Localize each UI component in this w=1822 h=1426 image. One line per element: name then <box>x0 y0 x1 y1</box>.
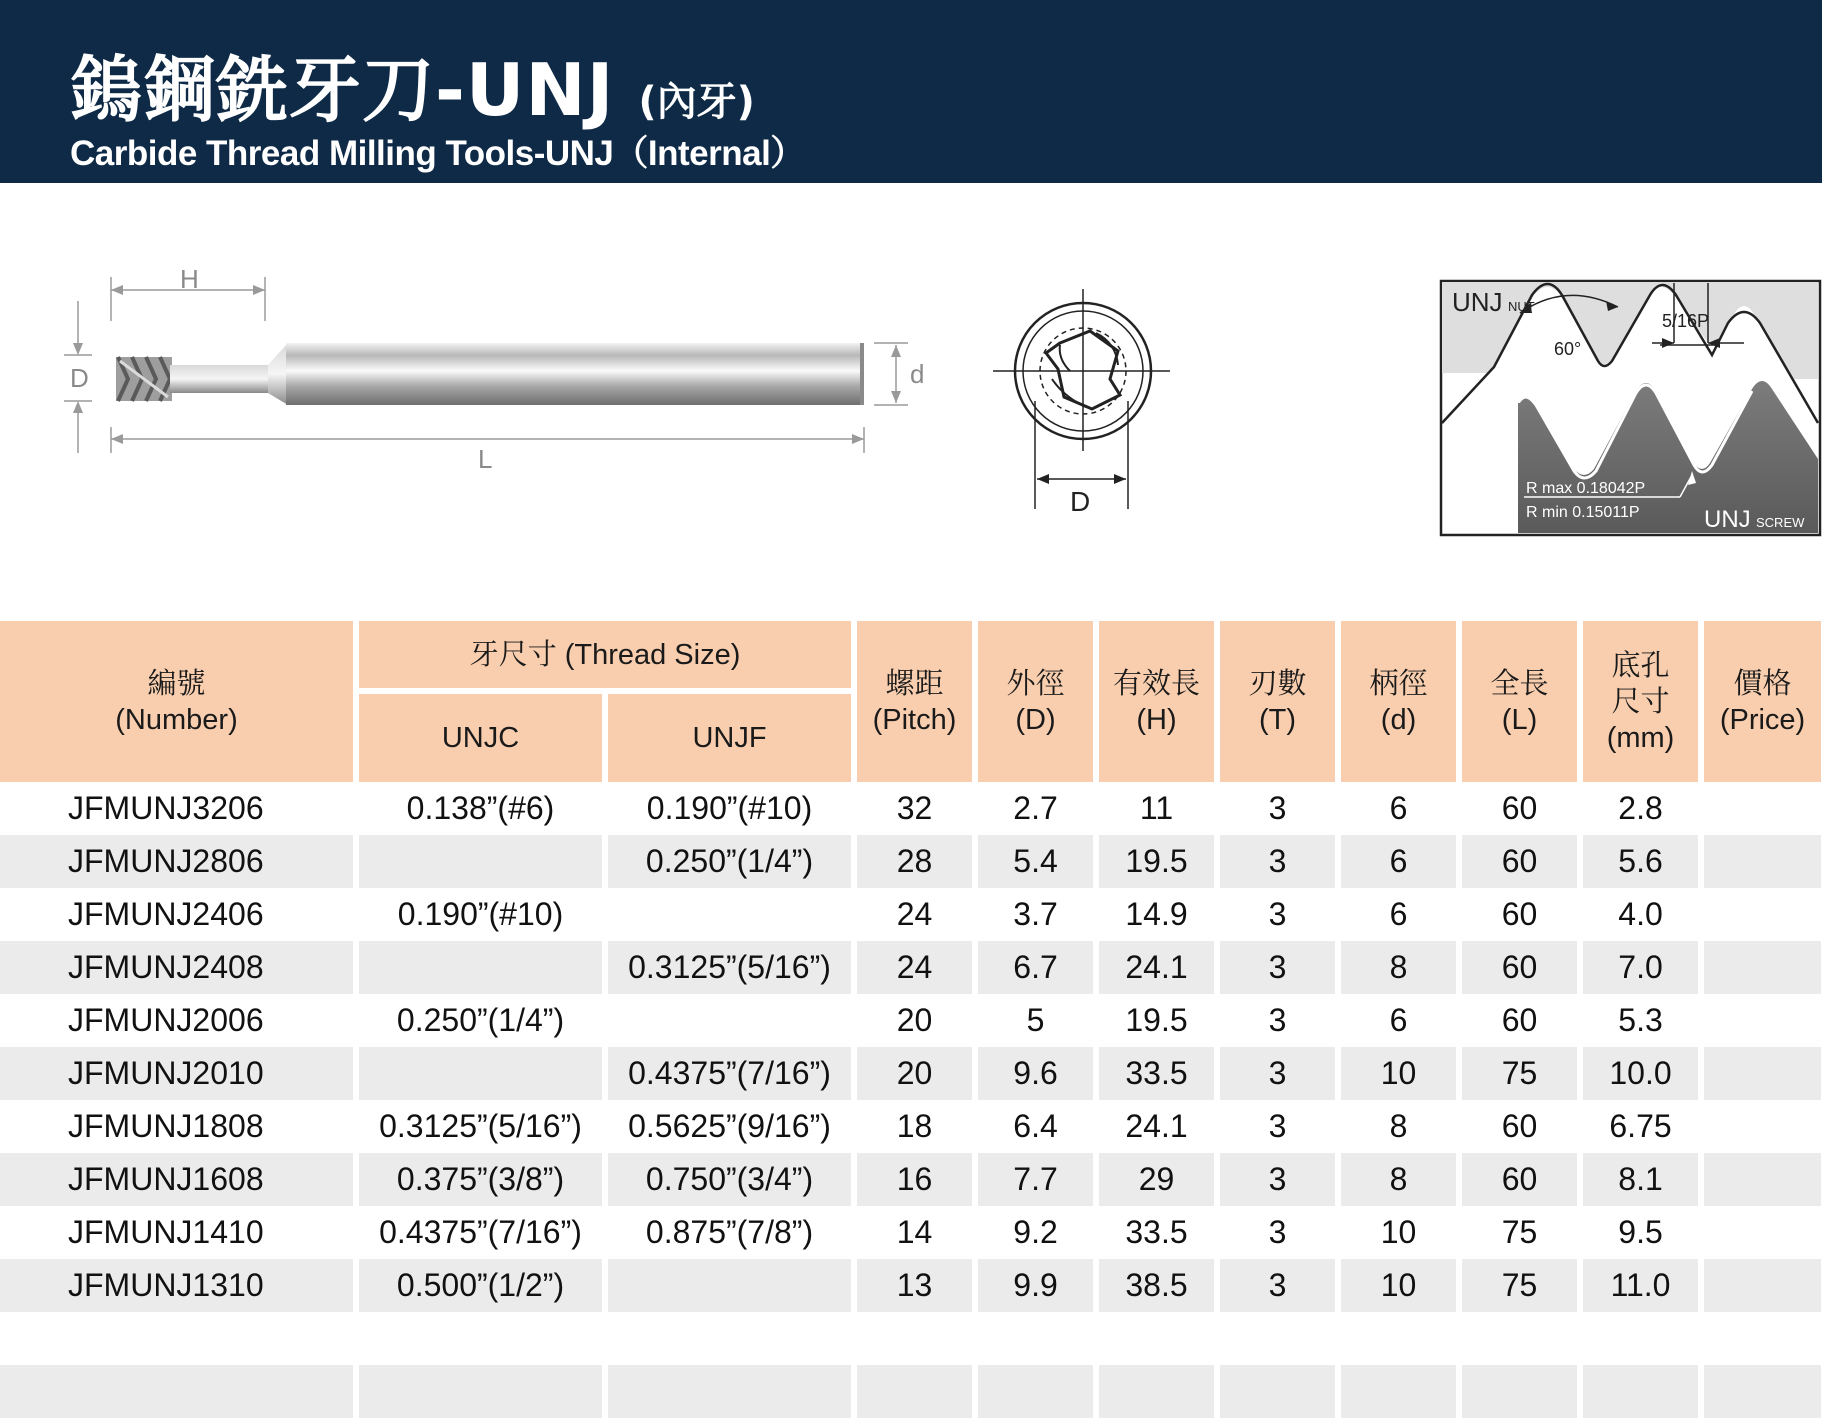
unj-thread-profile <box>1441 281 1820 535</box>
r-max-label: R max 0.18042P <box>1526 480 1646 497</box>
cell-unjc: 0.3125”(5/16”) <box>359 1100 602 1153</box>
nut-label: UNJ <box>1452 287 1503 317</box>
cell-price <box>1704 1259 1821 1312</box>
page-title <box>70 32 755 132</box>
cutting-head <box>116 357 172 401</box>
screw-sub-label: SCREW <box>1756 515 1805 530</box>
cell-outer-diameter <box>978 1312 1093 1365</box>
spec-table <box>0 621 1822 1418</box>
cell-price <box>1704 1153 1821 1206</box>
cell-unjf <box>608 994 851 1047</box>
cell-pitch: 13 <box>857 1259 972 1312</box>
cell-effective-length: 14.9 <box>1099 888 1214 941</box>
header-unjc: UNJC <box>359 694 602 782</box>
cell-unjc: 0.4375”(7/16”) <box>359 1206 602 1259</box>
cell-price <box>1704 1100 1821 1153</box>
cell-effective-length: 29 <box>1099 1153 1214 1206</box>
cell-unjc <box>359 1312 602 1365</box>
cell-effective-length: 24.1 <box>1099 1100 1214 1153</box>
header-flutes: 刃數 (T) <box>1220 621 1335 782</box>
cell-outer-diameter: 9.9 <box>978 1259 1093 1312</box>
cell-number: JFMUNJ1410 <box>0 1206 353 1259</box>
cell-outer-diameter: 3.7 <box>978 888 1093 941</box>
cell-flutes: 3 <box>1220 782 1335 835</box>
cell-price <box>1704 782 1821 835</box>
cell-flutes <box>1220 1365 1335 1418</box>
cell-unjf <box>608 888 851 941</box>
cell-overall-length: 75 <box>1462 1047 1577 1100</box>
cell-overall-length: 75 <box>1462 1259 1577 1312</box>
cell-price <box>1704 994 1821 1047</box>
table-row <box>0 1100 1821 1153</box>
table-header-row-top <box>0 621 1821 694</box>
cell-unjc <box>359 941 602 994</box>
title-english: Carbide Thread Milling Tools-UNJ（Internal） <box>70 134 805 173</box>
cell-flutes: 3 <box>1220 1259 1335 1312</box>
header-shank-diameter: 柄徑 (d) <box>1341 621 1456 782</box>
cell-unjc <box>359 1047 602 1100</box>
cell-unjf: 0.875”(7/8”) <box>608 1206 851 1259</box>
angle-label: 60° <box>1554 339 1582 359</box>
cell-price <box>1704 1047 1821 1100</box>
cell-shank-diameter <box>1341 1312 1456 1365</box>
header-price: 價格 (Price) <box>1704 621 1821 782</box>
header-effective-length: 有效長 (H) <box>1099 621 1214 782</box>
cell-shank-diameter: 10 <box>1341 1259 1456 1312</box>
cell-overall-length <box>1462 1365 1577 1418</box>
table-row <box>0 835 1821 888</box>
cell-number: JFMUNJ2406 <box>0 888 353 941</box>
cell-number: JFMUNJ3206 <box>0 782 353 835</box>
cell-unjf <box>608 1259 851 1312</box>
cell-unjf: 0.190”(#10) <box>608 782 851 835</box>
table-row <box>0 941 1821 994</box>
cell-shank-diameter: 8 <box>1341 1153 1456 1206</box>
cell-unjf: 0.750”(3/4”) <box>608 1153 851 1206</box>
cell-unjf: 0.250”(1/4”) <box>608 835 851 888</box>
cell-pilot-hole: 7.0 <box>1583 941 1698 994</box>
cell-overall-length: 60 <box>1462 1153 1577 1206</box>
cell-pilot-hole: 5.3 <box>1583 994 1698 1047</box>
cell-flutes <box>1220 1312 1335 1365</box>
cell-effective-length: 11 <box>1099 782 1214 835</box>
cell-pilot-hole: 4.0 <box>1583 888 1698 941</box>
cell-pitch: 20 <box>857 1047 972 1100</box>
cell-effective-length: 19.5 <box>1099 994 1214 1047</box>
cell-outer-diameter: 9.2 <box>978 1206 1093 1259</box>
cell-pilot-hole: 6.75 <box>1583 1100 1698 1153</box>
cell-number: JFMUNJ2408 <box>0 941 353 994</box>
cell-price <box>1704 888 1821 941</box>
cell-unjc <box>359 1365 602 1418</box>
cell-flutes: 3 <box>1220 1100 1335 1153</box>
title-chinese-suffix: (內牙) <box>638 79 755 125</box>
cell-effective-length: 33.5 <box>1099 1206 1214 1259</box>
cell-shank-diameter: 8 <box>1341 941 1456 994</box>
table-row <box>0 994 1821 1047</box>
cell-unjc: 0.138”(#6) <box>359 782 602 835</box>
header-unjf: UNJF <box>608 694 851 782</box>
cell-pilot-hole: 10.0 <box>1583 1047 1698 1100</box>
cell-effective-length: 19.5 <box>1099 835 1214 888</box>
cell-pitch: 32 <box>857 782 972 835</box>
cell-unjc: 0.190”(#10) <box>359 888 602 941</box>
cell-pilot-hole: 8.1 <box>1583 1153 1698 1206</box>
cell-outer-diameter: 9.6 <box>978 1047 1093 1100</box>
cell-price <box>1704 1206 1821 1259</box>
cell-flutes: 3 <box>1220 835 1335 888</box>
cell-number: JFMUNJ2010 <box>0 1047 353 1100</box>
cell-outer-diameter: 5.4 <box>978 835 1093 888</box>
cell-overall-length: 60 <box>1462 994 1577 1047</box>
cell-shank-diameter: 6 <box>1341 888 1456 941</box>
cell-outer-diameter: 6.7 <box>978 941 1093 994</box>
cell-pitch: 24 <box>857 941 972 994</box>
nut-sub-label: NUT <box>1508 299 1535 314</box>
header-number: 編號 (Number) <box>0 621 353 782</box>
cell-number: JFMUNJ1808 <box>0 1100 353 1153</box>
cell-price <box>1704 835 1821 888</box>
cell-overall-length <box>1462 1312 1577 1365</box>
header-overall-length: 全長 (L) <box>1462 621 1577 782</box>
table-row <box>0 1259 1821 1312</box>
cell-pitch: 28 <box>857 835 972 888</box>
tool-diagrams <box>0 183 1822 623</box>
tool-side-view <box>64 264 924 474</box>
cell-effective-length: 33.5 <box>1099 1047 1214 1100</box>
cell-price <box>1704 1365 1821 1418</box>
header-banner <box>0 0 1822 183</box>
cell-overall-length: 60 <box>1462 1100 1577 1153</box>
table-row <box>0 1312 1821 1365</box>
cell-pitch: 16 <box>857 1153 972 1206</box>
header-pitch: 螺距 (Pitch) <box>857 621 972 782</box>
cell-shank-diameter: 6 <box>1341 994 1456 1047</box>
cell-outer-diameter: 2.7 <box>978 782 1093 835</box>
cell-overall-length: 75 <box>1462 1206 1577 1259</box>
table-row <box>0 1206 1821 1259</box>
header-pilot-hole: 底孔 尺寸 (mm) <box>1583 621 1698 782</box>
table-row <box>0 1047 1821 1100</box>
cell-shank-diameter: 8 <box>1341 1100 1456 1153</box>
cell-flutes: 3 <box>1220 1047 1335 1100</box>
cell-shank-diameter: 10 <box>1341 1206 1456 1259</box>
cell-unjf: 0.5625”(9/16”) <box>608 1100 851 1153</box>
cell-pilot-hole: 5.6 <box>1583 835 1698 888</box>
screw-label: UNJ <box>1704 506 1751 533</box>
label-d-outer: D <box>70 363 89 393</box>
cell-shank-diameter: 10 <box>1341 1047 1456 1100</box>
cell-number <box>0 1312 353 1365</box>
cell-pilot-hole <box>1583 1365 1698 1418</box>
cell-number: JFMUNJ1608 <box>0 1153 353 1206</box>
cell-pitch: 18 <box>857 1100 972 1153</box>
cell-price <box>1704 1312 1821 1365</box>
cell-overall-length: 60 <box>1462 941 1577 994</box>
cell-outer-diameter: 7.7 <box>978 1153 1093 1206</box>
cell-unjf: 0.4375”(7/16”) <box>608 1047 851 1100</box>
cell-overall-length: 60 <box>1462 835 1577 888</box>
cell-pilot-hole: 11.0 <box>1583 1259 1698 1312</box>
cell-effective-length: 24.1 <box>1099 941 1214 994</box>
cell-number: JFMUNJ1310 <box>0 1259 353 1312</box>
pitch-label: 5/16P <box>1662 311 1710 331</box>
cell-shank-diameter: 6 <box>1341 835 1456 888</box>
cell-flutes: 3 <box>1220 1206 1335 1259</box>
table-row <box>0 888 1821 941</box>
header-outer-diameter: 外徑 (D) <box>978 621 1093 782</box>
cell-effective-length <box>1099 1312 1214 1365</box>
cell-shank-diameter: 6 <box>1341 782 1456 835</box>
cell-flutes: 3 <box>1220 1153 1335 1206</box>
cell-unjc: 0.375”(3/8”) <box>359 1153 602 1206</box>
cell-pitch <box>857 1365 972 1418</box>
cell-effective-length <box>1099 1365 1214 1418</box>
cell-unjf <box>608 1365 851 1418</box>
end-view-label-d: D <box>1070 486 1091 517</box>
cell-unjf: 0.3125”(5/16”) <box>608 941 851 994</box>
title-chinese: 鎢鋼銑牙刀-UNJ <box>70 48 615 132</box>
label-h: H <box>180 264 199 294</box>
table-row <box>0 1365 1821 1418</box>
cell-effective-length: 38.5 <box>1099 1259 1214 1312</box>
cell-overall-length: 60 <box>1462 888 1577 941</box>
cell-outer-diameter: 5 <box>978 994 1093 1047</box>
header-thread-size: 牙尺寸 (Thread Size) <box>359 621 851 694</box>
tool-end-view <box>993 289 1170 517</box>
cell-number: JFMUNJ2006 <box>0 994 353 1047</box>
cell-unjc: 0.250”(1/4”) <box>359 994 602 1047</box>
r-min-label: R min 0.15011P <box>1526 504 1640 521</box>
cell-pitch <box>857 1312 972 1365</box>
cell-number: JFMUNJ2806 <box>0 835 353 888</box>
cell-shank-diameter <box>1341 1365 1456 1418</box>
cell-flutes: 3 <box>1220 888 1335 941</box>
label-l: L <box>478 444 493 474</box>
cell-overall-length: 60 <box>1462 782 1577 835</box>
cell-price <box>1704 941 1821 994</box>
cell-outer-diameter <box>978 1365 1093 1418</box>
table-row <box>0 1153 1821 1206</box>
cell-pitch: 20 <box>857 994 972 1047</box>
label-d-shank: d <box>910 359 925 389</box>
cell-pitch: 14 <box>857 1206 972 1259</box>
cell-flutes: 3 <box>1220 941 1335 994</box>
cell-outer-diameter: 6.4 <box>978 1100 1093 1153</box>
table-body <box>0 782 1821 1418</box>
cell-pilot-hole <box>1583 1312 1698 1365</box>
cell-number <box>0 1365 353 1418</box>
cell-flutes: 3 <box>1220 994 1335 1047</box>
table-row <box>0 782 1821 835</box>
cell-unjc: 0.500”(1/2”) <box>359 1259 602 1312</box>
cell-pitch: 24 <box>857 888 972 941</box>
cell-pilot-hole: 9.5 <box>1583 1206 1698 1259</box>
cell-unjc <box>359 835 602 888</box>
cell-unjf <box>608 1312 851 1365</box>
cell-pilot-hole: 2.8 <box>1583 782 1698 835</box>
